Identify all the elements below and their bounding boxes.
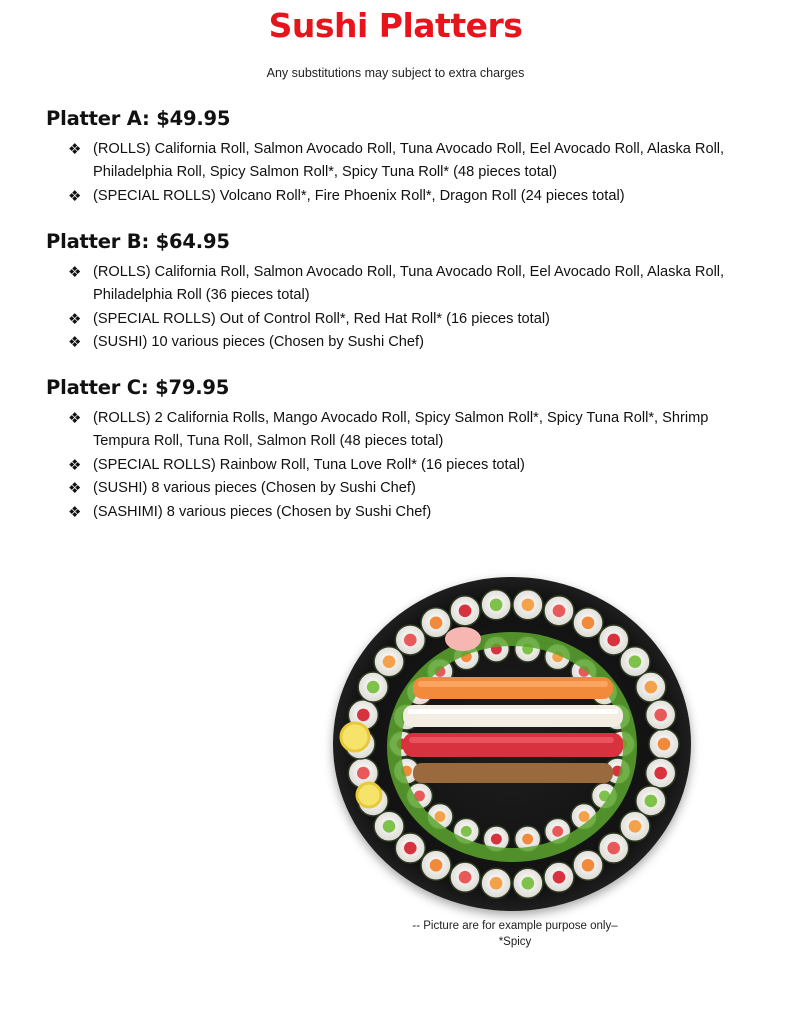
item-text: (SPECIAL ROLLS) Out of Control Roll*, Red Hat Roll* (16 pieces total) bbox=[93, 310, 550, 327]
diamond-bullet-icon: ❖ bbox=[68, 503, 82, 521]
maki-filling bbox=[430, 616, 443, 629]
item-text: (SPECIAL ROLLS) Rainbow Roll, Tuna Love Roll* (16 pieces total) bbox=[93, 456, 525, 473]
maki-filling bbox=[404, 634, 417, 647]
maki-filling bbox=[629, 820, 642, 833]
maki-filling bbox=[522, 877, 535, 890]
platter-c-items bbox=[46, 407, 746, 524]
maki-filling bbox=[459, 605, 472, 618]
diamond-bullet-icon: ❖ bbox=[68, 264, 82, 281]
maki-filling bbox=[404, 842, 417, 855]
maki-filling bbox=[645, 681, 658, 694]
substitution-note: Any substitutions may subject to extra charges bbox=[266, 66, 525, 80]
maki-filling bbox=[629, 655, 642, 668]
nigiri-row-whitefish bbox=[403, 705, 623, 727]
maki-filling bbox=[357, 709, 370, 722]
maki-filling bbox=[607, 842, 620, 855]
list-item bbox=[46, 308, 746, 331]
maki-filling bbox=[553, 605, 566, 618]
maki-filling bbox=[383, 655, 396, 668]
item-text: (SPECIAL ROLLS) Volcano Roll*, Fire Phoenix Roll*, Dragon Roll (24 pieces total) bbox=[93, 187, 625, 204]
item-text: (ROLLS) California Roll, Salmon Avocado Roll, Tuna Avocado Roll, Eel Avocado Roll, Alaska Roll, Philadelphia Roll, Spicy Salmon Roll*, Spicy Tuna Roll* (48 pieces total) bbox=[93, 141, 725, 181]
sushi-platter-image bbox=[333, 577, 691, 911]
platter-a-title: Platter A: $49.95 bbox=[46, 107, 231, 130]
maki-filling bbox=[582, 616, 595, 629]
maki-filling bbox=[522, 834, 533, 845]
list-item bbox=[46, 454, 746, 477]
platter-b bbox=[46, 230, 746, 355]
platter-b-title: Platter B: $64.95 bbox=[46, 230, 230, 253]
maki-filling bbox=[461, 826, 472, 837]
item-text: (SUSHI) 10 various pieces (Chosen by Sushi Chef) bbox=[93, 334, 424, 351]
maki-filling bbox=[357, 767, 370, 780]
maki-filling bbox=[654, 709, 667, 722]
list-item bbox=[46, 331, 746, 354]
maki-filling bbox=[553, 871, 566, 884]
platter-b-items bbox=[46, 261, 746, 355]
maki-filling bbox=[582, 859, 595, 872]
maki-filling bbox=[490, 598, 503, 611]
list-item bbox=[46, 138, 746, 185]
platter-c bbox=[46, 376, 746, 524]
nigiri-row-salmon bbox=[413, 677, 613, 699]
diamond-bullet-icon: ❖ bbox=[68, 410, 82, 427]
list-item bbox=[46, 407, 746, 454]
item-text: (SASHIMI) 8 various pieces (Chosen by Sushi Chef) bbox=[93, 503, 432, 520]
maki-filling bbox=[658, 738, 671, 751]
sushi-platter-illustration bbox=[333, 577, 691, 911]
maki-filling bbox=[490, 877, 503, 890]
diamond-bullet-icon: ❖ bbox=[68, 456, 82, 474]
picture-disclaimer: -- Picture are for example purpose only– bbox=[412, 920, 618, 932]
diamond-bullet-icon: ❖ bbox=[68, 187, 82, 205]
item-text: (SUSHI) 8 various pieces (Chosen by Sushi Chef) bbox=[93, 480, 416, 497]
maki-filling bbox=[552, 826, 563, 837]
list-item bbox=[46, 185, 746, 208]
platter-a-items bbox=[46, 138, 746, 208]
page-title: Sushi Platters bbox=[268, 6, 523, 45]
diamond-bullet-icon: ❖ bbox=[68, 480, 82, 498]
diamond-bullet-icon: ❖ bbox=[68, 310, 82, 328]
item-text: (ROLLS) California Roll, Salmon Avocado Roll, Tuna Avocado Roll, Eel Avocado Roll, Alaska Roll, Philadelphia Roll (36 pieces total) bbox=[93, 264, 725, 304]
nigiri-row-eel bbox=[413, 763, 613, 783]
diamond-bullet-icon: ❖ bbox=[68, 141, 82, 158]
list-item bbox=[46, 477, 746, 500]
maki-filling bbox=[435, 811, 446, 822]
nigiri-row-tuna bbox=[403, 733, 623, 757]
maki-filling bbox=[491, 834, 502, 845]
maki-filling bbox=[430, 859, 443, 872]
maki-filling bbox=[654, 767, 667, 780]
maki-filling bbox=[579, 811, 590, 822]
diamond-bullet-icon: ❖ bbox=[68, 334, 82, 352]
maki-filling bbox=[607, 634, 620, 647]
maki-filling bbox=[459, 871, 472, 884]
list-item bbox=[46, 501, 746, 524]
maki-filling bbox=[367, 681, 380, 694]
spicy-note: *Spicy bbox=[498, 936, 532, 948]
item-text: (ROLLS) 2 California Rolls, Mango Avocado Roll, Spicy Salmon Roll*, Spicy Tuna Roll*, Shrimp Tempura Roll, Tuna Roll, Salmon Roll (48 pieces total) bbox=[93, 410, 709, 450]
platter-c-title: Platter C: $79.95 bbox=[46, 376, 230, 399]
maki-filling bbox=[383, 820, 396, 833]
list-item bbox=[46, 261, 746, 308]
platter-a bbox=[46, 107, 746, 208]
maki-filling bbox=[645, 795, 658, 808]
maki-filling bbox=[522, 598, 535, 611]
